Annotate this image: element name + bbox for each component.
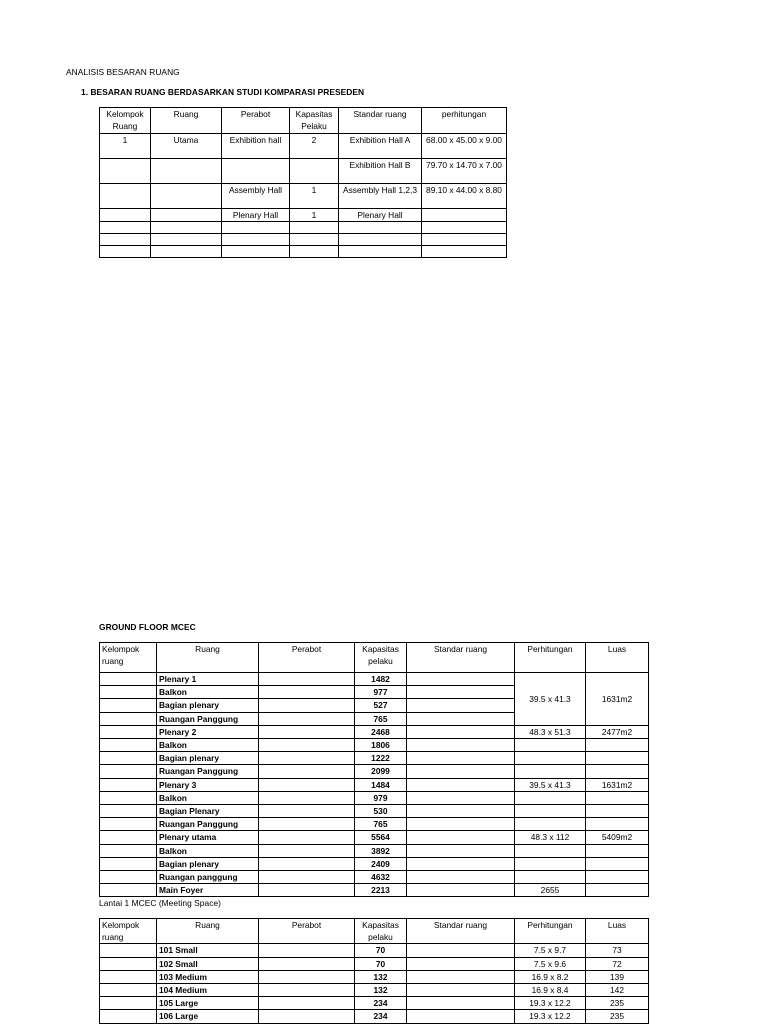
cell-kapasitas: 2099 bbox=[355, 765, 407, 778]
cell bbox=[151, 183, 222, 208]
header-perhitungan: Perhitungan bbox=[515, 643, 586, 673]
cell-ruang: Bagian Plenary bbox=[157, 805, 259, 818]
comparison-table bbox=[99, 107, 507, 258]
cell-ruang: 105 Large bbox=[157, 997, 259, 1010]
table-row bbox=[100, 957, 649, 970]
cell-perhitungan: 7.5 x 9.7 bbox=[515, 944, 586, 957]
header-standar: Standar ruang bbox=[339, 108, 422, 134]
table-row bbox=[100, 857, 649, 870]
cell-kapasitas: 2409 bbox=[355, 857, 407, 870]
header-kapasitas: Kapasitas pelaku bbox=[355, 919, 407, 944]
header-kelompok: Kelompok Ruang bbox=[100, 108, 151, 134]
cell-ruang: Bagian plenary bbox=[157, 857, 259, 870]
cell-perhitungan: 16.9 x 8.4 bbox=[515, 984, 586, 997]
cell bbox=[151, 158, 222, 183]
cell-ruang: Plenary 2 bbox=[157, 725, 259, 738]
cell-perhitungan: 39.5 x 41.3 bbox=[515, 673, 586, 726]
header-ruang: Ruang bbox=[151, 108, 222, 134]
cell-luas: 5409m2 bbox=[586, 831, 649, 844]
cell-kapasitas: 979 bbox=[355, 791, 407, 804]
cell: Plenary Hall bbox=[339, 208, 422, 221]
table-row bbox=[100, 791, 649, 804]
cell-ruang: Ruangan panggung bbox=[157, 871, 259, 884]
table-row bbox=[100, 831, 649, 844]
cell-kapasitas: 234 bbox=[355, 1010, 407, 1023]
cell-perhitungan: 16.9 x 8.2 bbox=[515, 970, 586, 983]
cell-ruang: Bagian plenary bbox=[157, 699, 259, 712]
cell-perhitungan: 7.5 x 9.6 bbox=[515, 957, 586, 970]
cell-ruang: Plenary utama bbox=[157, 831, 259, 844]
table-row bbox=[100, 944, 649, 957]
section-heading-3: Lantai 1 MCEC (Meeting Space) bbox=[99, 898, 222, 908]
cell-kapasitas: 132 bbox=[355, 970, 407, 983]
table-row bbox=[100, 1010, 649, 1023]
table-row bbox=[100, 221, 507, 233]
table-row bbox=[100, 765, 649, 778]
table-row bbox=[100, 208, 507, 221]
table-row bbox=[100, 970, 649, 983]
cell-luas: 2477m2 bbox=[586, 725, 649, 738]
cell-kapasitas: 70 bbox=[355, 944, 407, 957]
header-kelompok: Kelompok ruang bbox=[100, 919, 157, 944]
cell bbox=[290, 158, 339, 183]
cell-luas: 139 bbox=[586, 970, 649, 983]
meeting-space-table bbox=[99, 918, 649, 1024]
table-row bbox=[100, 997, 649, 1010]
cell bbox=[100, 183, 151, 208]
table-row bbox=[100, 752, 649, 765]
cell-ruang: Ruangan Panggung bbox=[157, 765, 259, 778]
cell: Plenary Hall bbox=[222, 208, 290, 221]
cell-kapasitas: 1484 bbox=[355, 778, 407, 791]
header-kapasitas: Kapasitas pelaku bbox=[355, 643, 407, 673]
cell-kapasitas: 1806 bbox=[355, 739, 407, 752]
header-perabot: Perabot bbox=[259, 919, 355, 944]
header-perabot: Perabot bbox=[222, 108, 290, 134]
header-perhitungan: Perhitungan bbox=[515, 919, 586, 944]
table-row bbox=[100, 884, 649, 897]
table-row bbox=[100, 233, 507, 245]
cell bbox=[100, 158, 151, 183]
cell-ruang: Balkon bbox=[157, 791, 259, 804]
section-heading-2: GROUND FLOOR MCEC bbox=[99, 622, 196, 632]
cell: 1 bbox=[100, 133, 151, 158]
header-luas: Luas bbox=[586, 643, 649, 673]
header-ruang: Ruang bbox=[157, 643, 259, 673]
cell-ruang: 103 Medium bbox=[157, 970, 259, 983]
header-standar: Standar ruang bbox=[407, 643, 515, 673]
cell-ruang: Balkon bbox=[157, 686, 259, 699]
header-luas: Luas bbox=[586, 919, 649, 944]
cell: 89.10 x 44.00 x 8.80 bbox=[422, 183, 507, 208]
cell-kapasitas: 977 bbox=[355, 686, 407, 699]
section-heading-1: 1. BESARAN RUANG BERDASARKAN STUDI KOMPARASI PRESEDEN bbox=[81, 87, 365, 97]
cell bbox=[151, 208, 222, 221]
cell-luas: 73 bbox=[586, 944, 649, 957]
cell-ruang: Balkon bbox=[157, 739, 259, 752]
cell-kapasitas: 5564 bbox=[355, 831, 407, 844]
cell: Exhibition Hall B bbox=[339, 158, 422, 183]
cell-kapasitas: 1482 bbox=[355, 673, 407, 686]
cell-kapasitas: 234 bbox=[355, 997, 407, 1010]
cell-kapasitas: 4632 bbox=[355, 871, 407, 884]
table-row bbox=[100, 725, 649, 738]
cell-luas: 235 bbox=[586, 997, 649, 1010]
header-kelompok: Kelompok ruang bbox=[100, 643, 157, 673]
cell: 1 bbox=[290, 183, 339, 208]
table-row bbox=[100, 871, 649, 884]
cell-luas: 72 bbox=[586, 957, 649, 970]
cell-ruang: Balkon bbox=[157, 844, 259, 857]
header-standar: Standar ruang bbox=[407, 919, 515, 944]
cell-luas: 1631m2 bbox=[586, 673, 649, 726]
cell-perhitungan: 48.3 x 51.3 bbox=[515, 725, 586, 738]
cell-perhitungan: 2655 bbox=[515, 884, 586, 897]
table-row bbox=[100, 739, 649, 752]
cell-perhitungan: 39.5 x 41.3 bbox=[515, 778, 586, 791]
header-perabot: Perabot bbox=[259, 643, 355, 673]
cell-ruang: 104 Medium bbox=[157, 984, 259, 997]
table-row bbox=[100, 778, 649, 791]
cell: 2 bbox=[290, 133, 339, 158]
cell: 79.70 x 14.70 x 7.00 bbox=[422, 158, 507, 183]
cell-perhitungan: 19.3 x 12.2 bbox=[515, 997, 586, 1010]
cell bbox=[222, 158, 290, 183]
table-row bbox=[100, 245, 507, 257]
cell-kapasitas: 527 bbox=[355, 699, 407, 712]
document-title: ANALISIS BESARAN RUANG bbox=[66, 67, 180, 77]
cell-luas: 142 bbox=[586, 984, 649, 997]
cell-kapasitas: 765 bbox=[355, 818, 407, 831]
cell bbox=[422, 208, 507, 221]
header-ruang: Ruang bbox=[157, 919, 259, 944]
cell-kapasitas: 765 bbox=[355, 712, 407, 725]
cell-kapasitas: 2468 bbox=[355, 725, 407, 738]
header-perhitungan: perhitungan bbox=[422, 108, 507, 134]
cell-kapasitas: 2213 bbox=[355, 884, 407, 897]
cell: 1 bbox=[290, 208, 339, 221]
table-row bbox=[100, 805, 649, 818]
cell-kapasitas: 3892 bbox=[355, 844, 407, 857]
cell-perhitungan: 48.3 x 112 bbox=[515, 831, 586, 844]
cell-kapasitas: 70 bbox=[355, 957, 407, 970]
table-row bbox=[100, 133, 507, 158]
table-row bbox=[100, 818, 649, 831]
cell-ruang: 101 Small bbox=[157, 944, 259, 957]
table-row bbox=[100, 844, 649, 857]
cell: Assembly Hall bbox=[222, 183, 290, 208]
cell-ruang: Ruangan Panggung bbox=[157, 712, 259, 725]
cell-ruang: 102 Small bbox=[157, 957, 259, 970]
cell-perhitungan: 19.3 x 12.2 bbox=[515, 1010, 586, 1023]
table-row bbox=[100, 158, 507, 183]
cell-luas: 235 bbox=[586, 1010, 649, 1023]
cell-luas: 1631m2 bbox=[586, 778, 649, 791]
cell: Exhibition Hall A bbox=[339, 133, 422, 158]
cell-kapasitas: 132 bbox=[355, 984, 407, 997]
cell: Utama bbox=[151, 133, 222, 158]
ground-floor-table bbox=[99, 642, 649, 897]
cell-ruang: Plenary 1 bbox=[157, 673, 259, 686]
header-kapasitas: Kapasitas Pelaku bbox=[290, 108, 339, 134]
cell-ruang: Ruangan Panggung bbox=[157, 818, 259, 831]
cell-ruang: 106 Large bbox=[157, 1010, 259, 1023]
table-row bbox=[100, 984, 649, 997]
cell-ruang: Plenary 3 bbox=[157, 778, 259, 791]
cell: Exhibition hall bbox=[222, 133, 290, 158]
cell: Assembly Hall 1,2,3 bbox=[339, 183, 422, 208]
cell-ruang: Bagian plenary bbox=[157, 752, 259, 765]
table-row bbox=[100, 673, 649, 686]
cell bbox=[100, 208, 151, 221]
table-row bbox=[100, 183, 507, 208]
cell-kapasitas: 1222 bbox=[355, 752, 407, 765]
cell-ruang: Main Foyer bbox=[157, 884, 259, 897]
cell: 68.00 x 45.00 x 9.00 bbox=[422, 133, 507, 158]
cell-kapasitas: 530 bbox=[355, 805, 407, 818]
